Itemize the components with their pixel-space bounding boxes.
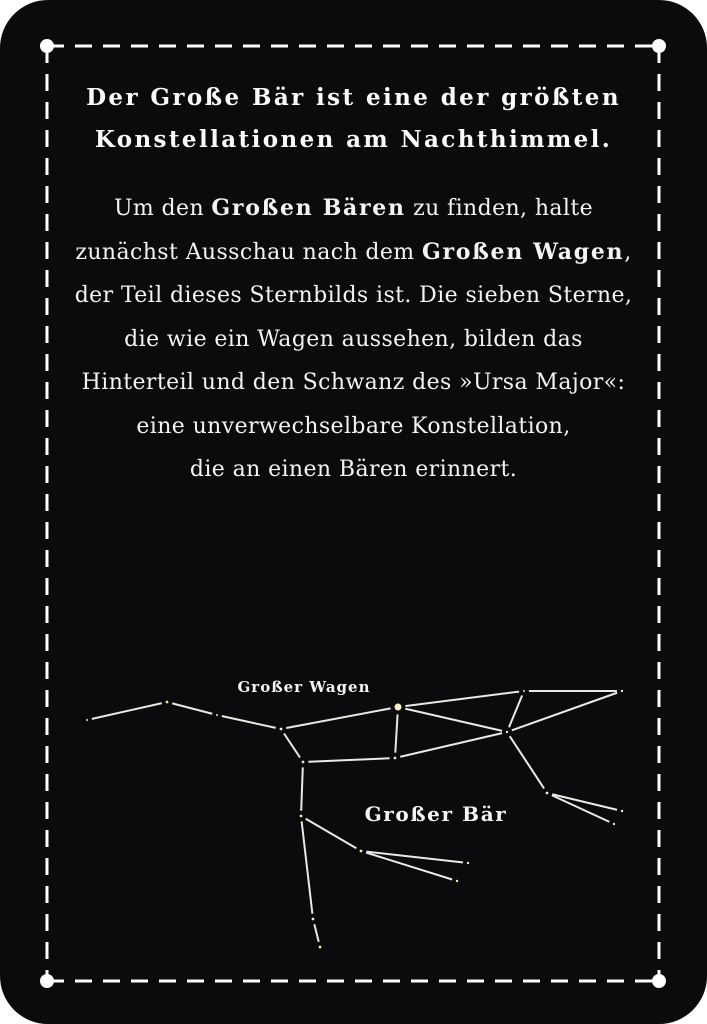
constellation-line <box>398 691 524 707</box>
constellation-line <box>301 816 313 919</box>
constellation-line <box>395 707 398 758</box>
star-shoulder <box>504 729 510 735</box>
star-front-paw-lower <box>611 821 617 827</box>
constellation-line <box>303 758 395 762</box>
star-tail-tip <box>84 717 90 723</box>
star-hind-foot <box>317 944 324 951</box>
constellation-line <box>507 691 524 732</box>
card-title <box>0 77 707 161</box>
paragraph-line <box>0 405 707 449</box>
text-segment: eine unverwechselbare Konstellation, <box>136 413 571 439</box>
constellation-line <box>281 707 398 729</box>
constellation-line <box>361 851 457 881</box>
star-rear-paw-lower <box>454 878 460 884</box>
text-segment: der Teil dieses Sternbilds ist. Die sieben Sterne, <box>74 283 633 308</box>
paragraph-line <box>0 318 707 362</box>
paragraph-line <box>0 274 707 318</box>
corner-dot <box>652 974 666 988</box>
intro-paragraph <box>0 187 707 492</box>
constellation-line <box>87 702 167 720</box>
bold-term: Großen Wagen <box>421 238 625 265</box>
star-box-bottom-right <box>392 755 399 762</box>
corner-dot <box>40 974 54 988</box>
text-segment: Um den <box>113 196 212 221</box>
constellation-line <box>167 702 217 715</box>
constellation-line <box>507 691 622 732</box>
paragraph-line <box>0 448 707 492</box>
star-front-leg-joint <box>544 790 551 797</box>
star-box-top-left <box>278 726 285 733</box>
text-segment: die wie ein Wagen aussehen, bilden das <box>124 326 583 352</box>
star-neck <box>521 688 527 694</box>
constellation-line <box>217 715 281 729</box>
label-grosser-wagen: Großer Wagen <box>237 678 371 696</box>
paragraph-line <box>0 187 707 231</box>
star-box-top-right-bright <box>393 702 404 713</box>
star-front-paw-upper <box>619 808 625 814</box>
constellation-line <box>507 732 547 793</box>
card-title-line: Der Große Bär ist eine der größten <box>86 84 621 111</box>
label-grosser-baer: Großer Bär <box>364 802 508 826</box>
bold-term: Großen Bären <box>211 195 406 221</box>
constellation-line <box>281 729 303 762</box>
star-rear-paw-upper <box>465 860 471 866</box>
star-tail-base <box>214 712 220 718</box>
constellation-line <box>398 707 507 732</box>
text-segment: die an einen Bären erinnert. <box>189 457 518 482</box>
star-hind-knee <box>310 916 317 923</box>
card-title-line: Konstellationen am Nachthimmel. <box>94 126 613 153</box>
star-rear-leg-joint <box>358 848 365 855</box>
constellation-line <box>301 816 361 851</box>
star-nose <box>619 688 625 694</box>
corner-dot <box>40 39 54 53</box>
star-box-bottom-left <box>300 759 307 766</box>
constellation-line <box>301 762 303 816</box>
paragraph-line <box>0 361 707 405</box>
text-segment: , <box>624 239 632 265</box>
constellation-line <box>395 732 507 758</box>
constellation-line <box>361 851 468 863</box>
text-segment: zu finden, halte <box>405 196 594 221</box>
constellation-line <box>547 793 614 824</box>
text-segment: zunächst Ausschau nach dem <box>75 239 422 265</box>
corner-dot <box>652 39 666 53</box>
constellation-line <box>313 919 320 947</box>
star-tail-mid <box>164 699 171 706</box>
constellation-line <box>547 793 622 811</box>
star-hip <box>298 813 305 820</box>
paragraph-line <box>0 231 707 275</box>
text-segment: Hinterteil und den Schwanz des »Ursa Major«: <box>81 370 626 395</box>
